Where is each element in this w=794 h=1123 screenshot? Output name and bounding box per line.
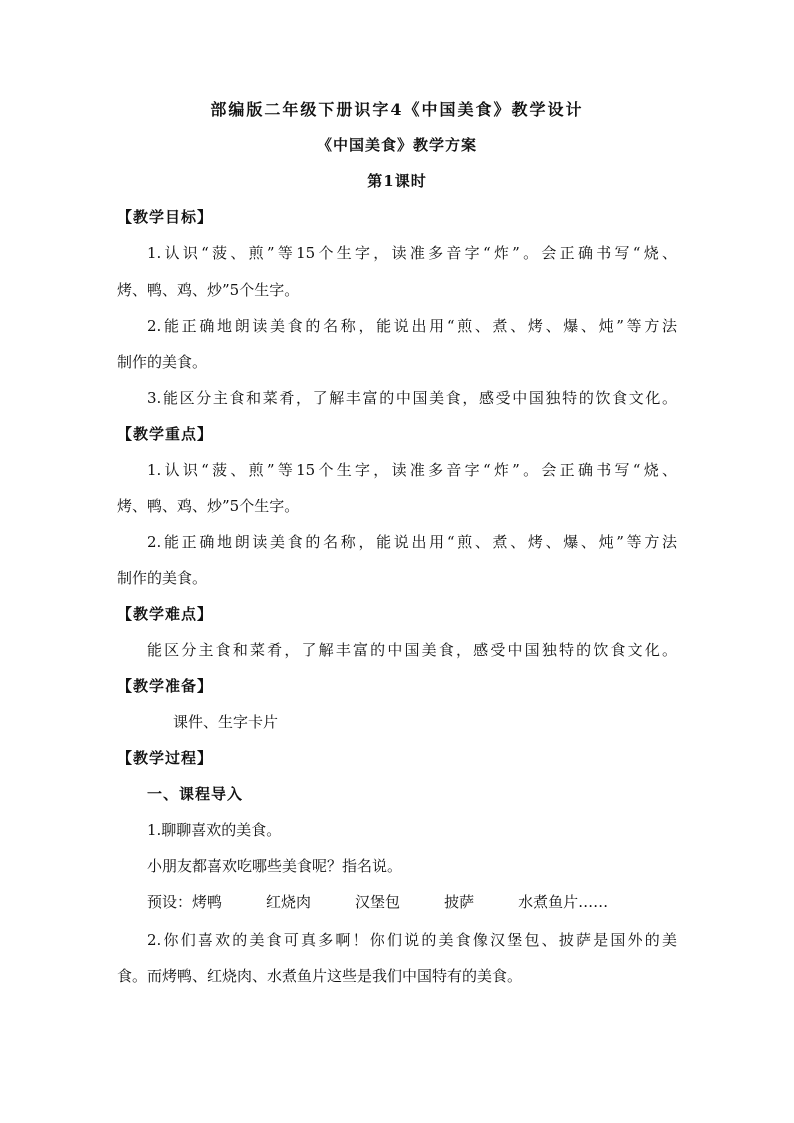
key-point-1-line-2: 烤、鸭、鸡、炒”5个生字。 — [117, 497, 300, 515]
preset-label: 预设： — [147, 893, 193, 911]
key-point-1-line-1: 1.认识“菠、煎”等15个生字，读准多音字“炸”。会正确书写“烧、 — [147, 461, 677, 479]
preset-item: 汉堡包 — [355, 893, 401, 911]
plan-title: 《中国美食》教学方案 — [316, 136, 477, 154]
objective-3: 3.能区分主食和菜肴，了解丰富的中国美食，感受中国独特的饮食文化。 — [147, 389, 677, 407]
preset-answers — [117, 892, 677, 912]
step-1: 1.聊聊喜欢的美食。 — [147, 821, 282, 839]
difficulties-heading: 【教学难点】 — [117, 605, 214, 623]
difficulty-item: 能区分主食和菜肴，了解丰富的中国美食，感受中国独特的饮食文化。 — [147, 641, 677, 659]
preset-item: 红烧肉 — [266, 893, 312, 911]
section-intro-heading: 一、课程导入 — [147, 785, 244, 803]
step-2-line-2: 食。而烤鸭、红烧肉、水煮鱼片这些是我们中国特有的美食。 — [117, 967, 523, 985]
process-heading: 【教学过程】 — [117, 749, 214, 767]
preparation-heading: 【教学准备】 — [117, 677, 214, 695]
preset-item: 烤鸭 — [192, 893, 223, 911]
objective-1-line-1: 1.认识“菠、煎”等15个生字，读准多音字“炸”。会正确书写“烧、 — [147, 244, 677, 262]
lesson-label: 第1课时 — [367, 172, 427, 190]
key-points-heading: 【教学重点】 — [117, 425, 214, 443]
key-point-2-line-1: 2.能正确地朗读美食的名称，能说出用“煎、煮、烤、爆、炖”等方法 — [147, 533, 677, 551]
document-title: 部编版二年级下册识字4《中国美食》教学设计 — [210, 100, 584, 119]
key-point-2-line-2: 制作的美食。 — [117, 569, 208, 587]
preset-item: 水煮鱼片…… — [518, 893, 609, 911]
objective-2-line-1: 2.能正确地朗读美食的名称，能说出用“煎、煮、烤、爆、炖”等方法 — [147, 317, 677, 335]
objective-2-line-2: 制作的美食。 — [117, 353, 208, 371]
preparation-item: 课件、生字卡片 — [173, 713, 279, 731]
step-2-line-1: 2.你们喜欢的美食可真多啊！你们说的美食像汉堡包、披萨是国外的美 — [147, 931, 677, 949]
preset-item: 披萨 — [444, 893, 475, 911]
objectives-heading: 【教学目标】 — [117, 208, 214, 226]
question-text: 小朋友都喜欢吃哪些美食呢？指名说。 — [147, 857, 403, 875]
objective-1-line-2: 烤、鸭、鸡、炒”5个生字。 — [117, 281, 300, 299]
